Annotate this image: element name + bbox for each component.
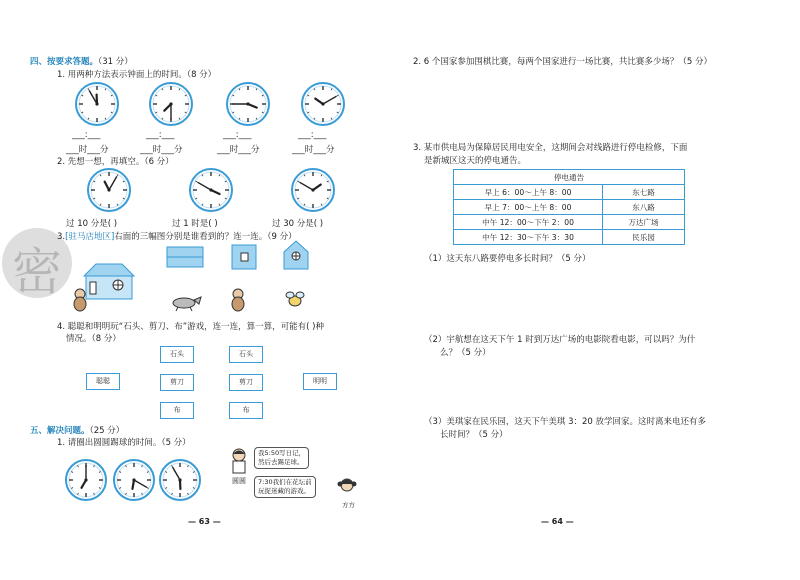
page-number-left: — 63 — (188, 517, 221, 526)
q1-fill-2b[interactable]: ___时___分 (140, 145, 183, 155)
rps-col2-rock[interactable]: 石头 (229, 346, 263, 363)
page-number-right: — 64 — (541, 517, 574, 526)
q2-fill-a[interactable]: 过 10 分是( ) (66, 219, 118, 229)
clock-q2-1 (86, 167, 132, 213)
notice-title: 停电通告 (454, 170, 685, 185)
r-sub3-line2: 长时间？（5 分） (440, 430, 508, 440)
r-sub2-line1: （2）宇航想在这天下午 1 时到万达广场的电影院看电影，可以吗？为什 (424, 335, 696, 345)
watermark-stamp: 密 (2, 228, 72, 298)
label-congcong: 聪聪 (86, 373, 120, 390)
region-tag: [驻马店地区] (65, 232, 115, 242)
label-fangfang: 方方 (342, 501, 355, 509)
clock-q2-2 (188, 167, 234, 213)
outage-notice-table (453, 169, 685, 245)
rps-col2-scissors[interactable]: 剪刀 (229, 374, 263, 391)
q1-fill-2a[interactable]: ___:___ (146, 130, 175, 140)
clock-q1-1 (74, 81, 120, 127)
q2-text: 2. 先想一想，再填空。（6 分） (57, 157, 174, 167)
speech-bubble-yuanyuan: 我5:50写日记， 然后去踢足球。 (254, 447, 309, 469)
rps-col1-scissors[interactable]: 剪刀 (160, 374, 194, 391)
monkey-icon (70, 288, 90, 312)
speech-bubble-fangfang: 7:30我们在花坛前 玩捉迷藏的游戏。 (254, 476, 316, 498)
table-row: 中午 12：30～下午 3：30 民乐园 (454, 230, 685, 245)
section5-heading: 五、解决问题。（25 分） (30, 426, 125, 436)
q5-1-text: 1. 请圈出圆圆踢球的时间。（5 分） (57, 438, 191, 448)
r-q3-line1: 3. 某市供电局为保障居民用电安全，这期间会对线路进行停电检修，下面 (413, 143, 688, 153)
section4-heading: 四、按要求答题。（31 分） (30, 57, 133, 67)
monkey-2-icon (228, 288, 248, 312)
clock-q5-2[interactable] (112, 458, 156, 502)
q4-text-line1: 4. 聪聪和明明玩“石头、剪刀、布”游戏，连一连，算一算，可能有( )种 (57, 322, 324, 332)
label-yuanyuan: 圆圆 (232, 477, 246, 485)
clock-q2-3 (290, 167, 336, 213)
view-side-door (231, 244, 257, 270)
q1-text: 1. 用两种方法表示钟面上的时间。（8 分） (57, 70, 217, 80)
rps-col2-paper[interactable]: 布 (229, 402, 263, 419)
q3-text: 3.[驻马店地区]右面的三幅图分别是谁看到的？连一连。（9 分） (57, 232, 297, 242)
rps-col1-paper[interactable]: 布 (160, 402, 194, 419)
table-row: 早上 7：00～上午 8：00 东八路 (454, 200, 685, 215)
fangfang-avatar (336, 476, 358, 500)
clock-q5-1[interactable] (64, 458, 108, 502)
clock-q1-4 (300, 81, 346, 127)
r-q3-line2: 是新城区这天的停电通告。 (424, 156, 527, 166)
house-illustration (82, 262, 136, 300)
table-row: 早上 6：00～上午 8：00 东七路 (454, 185, 685, 200)
q1-fill-3a[interactable]: ___:___ (223, 130, 252, 140)
view-window-house (283, 240, 309, 270)
r-sub2-line2: 么？（5 分） (440, 348, 491, 358)
table-row: 中午 12：00～下午 2：00 万达广场 (454, 215, 685, 230)
bee-icon (284, 290, 306, 310)
q1-fill-1a[interactable]: ___:___ (72, 130, 101, 140)
clock-q1-3 (225, 81, 271, 127)
view-front (166, 246, 204, 268)
q4-text-line2: 情况。（8 分） (66, 334, 121, 344)
clock-q5-3[interactable] (158, 458, 202, 502)
q1-fill-1b[interactable]: ___时___分 (66, 145, 109, 155)
clock-q1-2 (148, 81, 194, 127)
rps-col1-rock[interactable]: 石头 (160, 346, 194, 363)
q1-fill-4a[interactable]: ___:___ (298, 130, 327, 140)
q1-fill-3b[interactable]: ___时___分 (217, 145, 260, 155)
yuanyuan-avatar (228, 447, 250, 475)
r-sub1: （1）这天东八路要停电多长时间？（5 分） (424, 254, 591, 264)
label-mingming: 明明 (303, 373, 337, 390)
q2-fill-c[interactable]: 过 30 分是( ) (272, 219, 324, 229)
fox-icon (168, 292, 202, 312)
q2-fill-b[interactable]: 过 1 时是( ) (172, 219, 218, 229)
r-q2-text: 2. 6 个国家参加围棋比赛，每两个国家进行一场比赛，共比赛多少场？（5 分） (413, 57, 713, 67)
q1-fill-4b[interactable]: ___时___分 (292, 145, 335, 155)
r-sub3-line1: （3）美琪家在民乐园，这天下午美琪 3：20 放学回家。这时离来电还有多 (424, 417, 707, 427)
